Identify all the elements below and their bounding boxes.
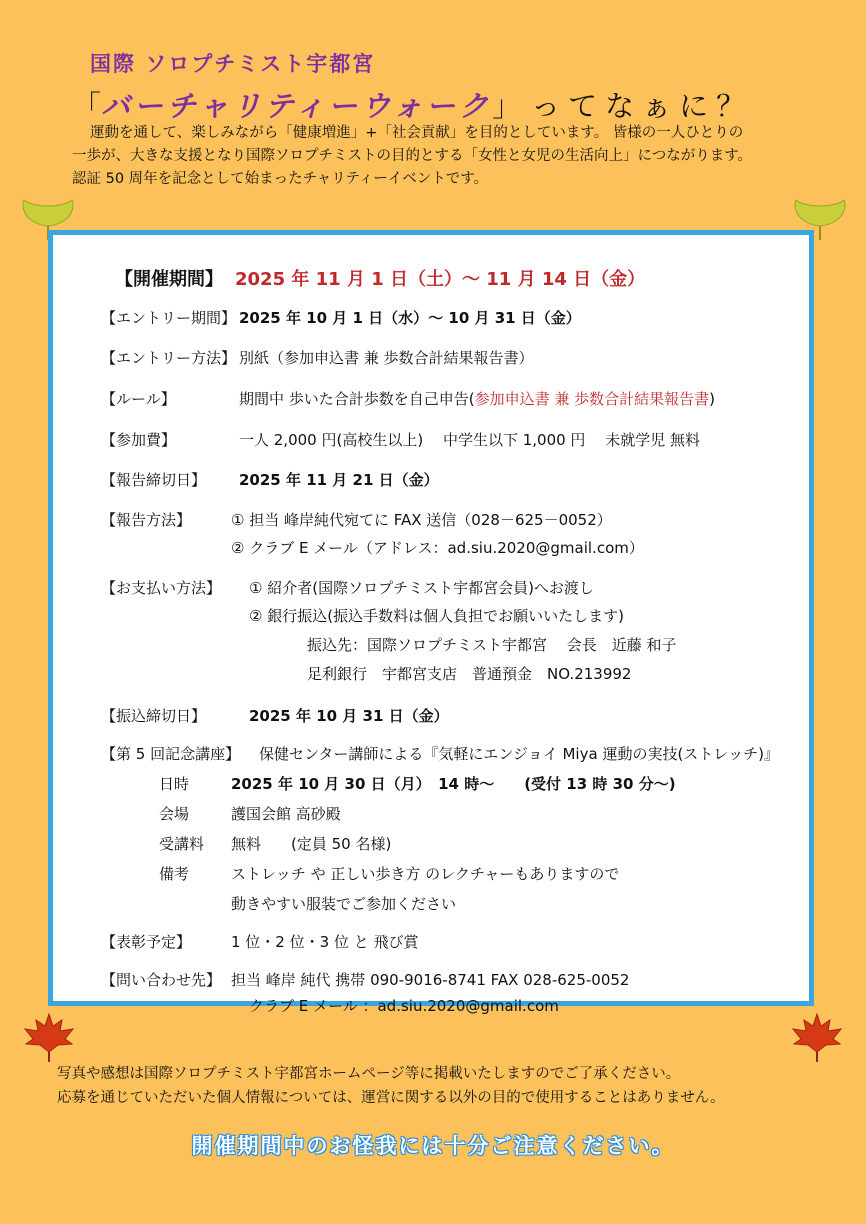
lecture-date-value: 2025 年 10 月 30 日（月） 14 時～ (受付 13 時 30 分～)	[231, 775, 676, 793]
report-deadline-value: 2025 年 11 月 21 日（金）	[239, 471, 439, 489]
contact-label: 【問い合わせ先】	[101, 971, 222, 989]
lecture-label: 【第 5 回記念講座】	[101, 745, 241, 763]
entry-method-label: 【エントリー方法】	[101, 349, 237, 367]
rules-form-name: 参加申込書 兼 歩数合計結果報告書	[474, 390, 710, 408]
footer-note-1: 写真や感想は国際ソロプチミスト宇都宮ホームページ等に掲載いたしますのでご了承ください。	[57, 1066, 681, 1082]
lecture-fee-value: 無料 (定員 50 名様)	[231, 835, 392, 853]
maple-leaf-icon	[22, 1012, 76, 1064]
caution-message: 開催期間中のお怪我には十分ご注意ください。	[191, 1134, 675, 1158]
rules-text: 期間中 歩いた合計歩数を自己申告(	[239, 390, 475, 408]
headline-tail: ってなぁに？	[531, 89, 754, 123]
headline	[72, 84, 753, 125]
maple-leaf-icon	[790, 1012, 844, 1064]
payment-line-2: ② 銀行振込(振込手数料は個人負担でお願いいたします)	[249, 607, 624, 625]
intro-line-2: 一歩が、大きな支援となり国際ソロプチミストの目的とする「女性と女児の生活向上」につながります。	[72, 148, 753, 164]
entry-period-value: 2025 年 10 月 1 日（水）～ 10 月 31 日（金）	[239, 309, 581, 327]
lecture-notes-line-2: 動きやすい服装でご参加ください	[231, 895, 457, 913]
event-name: バーチャリティーウォーク	[101, 89, 493, 123]
footer-note-2: 応募を通じていただいた個人情報については、運営に関する以外の目的で使用することはありません。	[57, 1090, 725, 1106]
payment-label: 【お支払い方法】	[101, 579, 222, 597]
rules-text-end: )	[709, 390, 716, 408]
lecture-notes-line-1: ストレッチ や 正しい歩き方 のレクチャーもありますので	[231, 865, 620, 883]
org-title: 国際 ソロプチミスト宇都宮	[90, 52, 376, 76]
details-card	[48, 230, 814, 1015]
lecture-title: 保健センター講師による『気軽にエンジョイ Miya 運動の実技(ストレッチ)』	[259, 745, 779, 763]
fee-value: 一人 2,000 円(高校生以上) 中学生以下 1,000 円 未就学児 無料	[239, 431, 700, 449]
contact-line-1: 担当 峰岸 純代 携帯 090-9016-8741 FAX 028-625-0052	[231, 971, 630, 989]
fee-label: 【参加費】	[101, 431, 177, 449]
lecture-venue-label: 会場	[159, 805, 190, 823]
transfer-deadline-value: 2025 年 10 月 31 日（金）	[249, 707, 449, 725]
intro-line-1: 運動を通して、楽しみながら「健康増進」+「社会貢献」を目的としています。 皆様の一人ひとりの	[90, 125, 744, 141]
lecture-notes-label: 備考	[159, 865, 190, 883]
entry-period-label: 【エントリー期間】	[101, 309, 237, 327]
lecture-venue-value: 護国会館 高砂殿	[231, 805, 341, 823]
payment-line-1: ① 紹介者(国際ソロプチミスト宇都宮会員)へお渡し	[249, 579, 594, 597]
payment-line-4: 足利銀行 宇都宮支店 普通預金 NO.213992	[307, 665, 632, 683]
intro-line-3: 認証 50 周年を記念として始まったチャリティーイベントです。	[72, 171, 489, 187]
payment-line-3: 振込先：国際ソロプチミスト宇都宮 会長 近藤 和子	[307, 636, 677, 654]
awards-label: 【表彰予定】	[101, 933, 192, 951]
report-method-label: 【報告方法】	[101, 511, 192, 529]
quote-open: 「	[72, 89, 102, 123]
entry-method-value: 別紙（参加申込書 兼 歩数合計結果報告書）	[239, 349, 534, 367]
rules-label: 【ルール】	[101, 390, 176, 408]
period-value: 2025 年 11 月 1 日（土）～ 11 月 14 日（金）	[235, 269, 646, 290]
lecture-fee-label: 受講料	[159, 835, 205, 853]
intro-text	[72, 122, 812, 191]
report-deadline-label: 【報告締切日】	[101, 471, 207, 489]
contact-line-2: クラブ E メール ：ad.siu.2020@gmail.com	[249, 997, 559, 1015]
report-method-line-2: ② クラブ E メール（アドレス：ad.siu.2020@gmail.com）	[231, 539, 644, 557]
report-method-line-1: ① 担当 峰岸純代宛てに FAX 送信（028－625－0052）	[231, 511, 612, 529]
lecture-date-label: 日時	[159, 775, 190, 793]
awards-value: 1 位・2 位・3 位 と 飛び賞	[231, 933, 419, 951]
quote-close: 」	[492, 89, 522, 123]
transfer-deadline-label: 【振込締切日】	[101, 707, 207, 725]
rules-value	[239, 388, 715, 409]
period-label: 【開催期間】	[115, 269, 223, 290]
footer-notes	[57, 1062, 837, 1110]
